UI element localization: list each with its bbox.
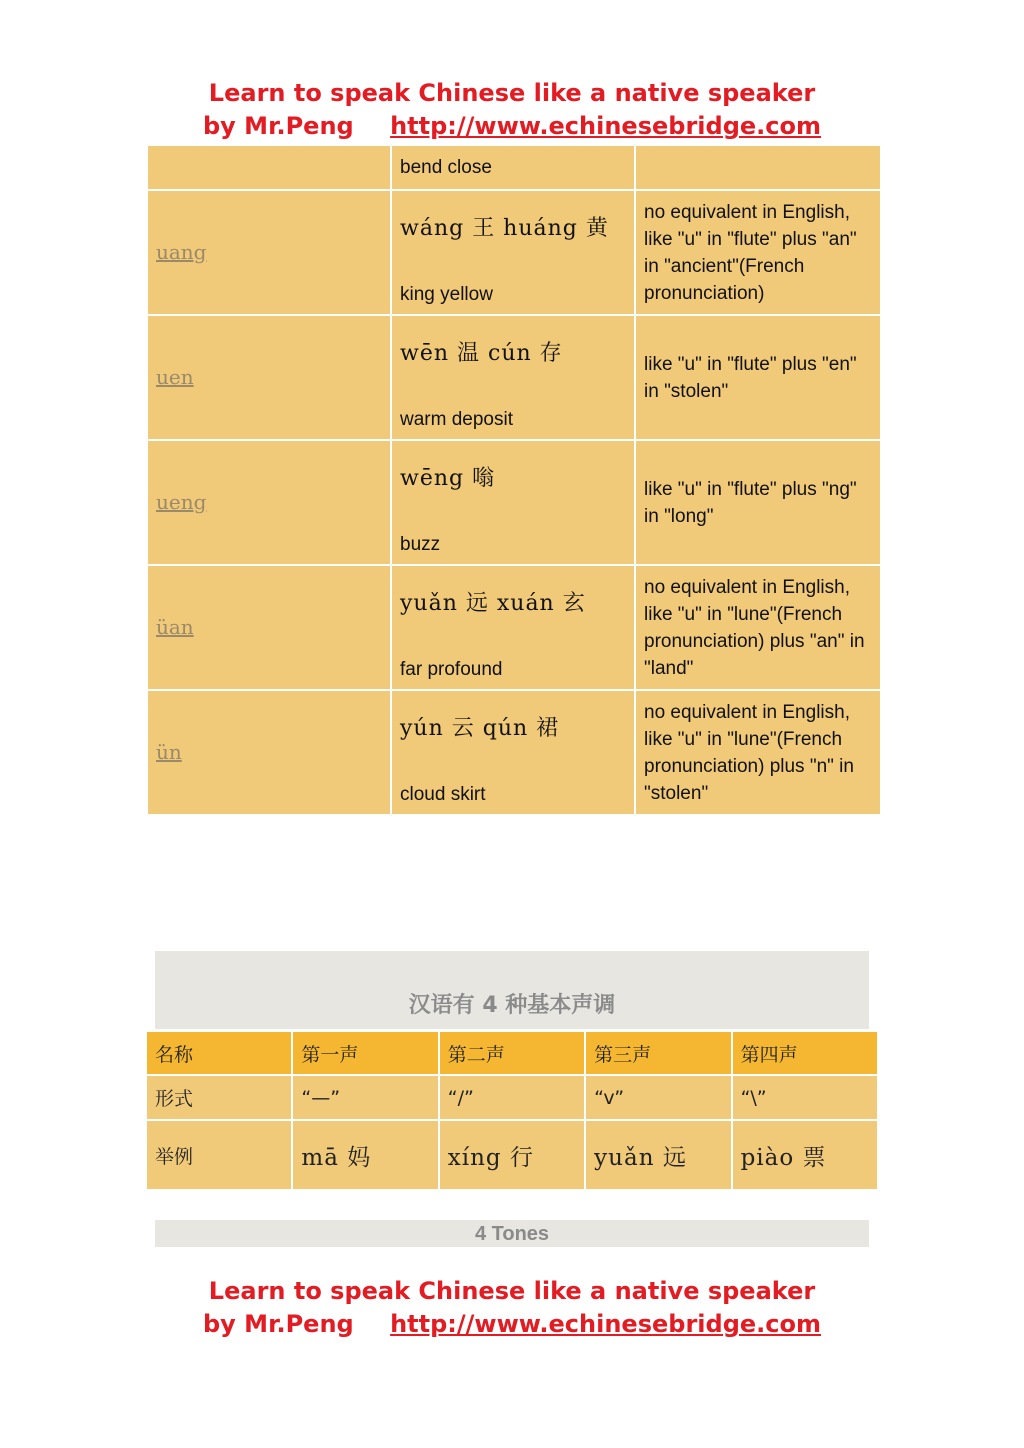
- final-cell: [148, 691, 390, 814]
- tone-example-cell: xíng 行: [440, 1121, 584, 1189]
- table-row: [147, 1076, 877, 1119]
- tone-header-cell: 第一声: [293, 1032, 437, 1074]
- english-cell: bend close: [392, 146, 634, 189]
- description-cell: [636, 146, 880, 189]
- tone-form-cell: “/”: [440, 1076, 584, 1119]
- header-tagline: Learn to speak Chinese like a native speaker: [208, 79, 816, 107]
- table-row: [147, 1032, 877, 1074]
- table-row: [148, 191, 880, 314]
- description-cell: no equivalent in English, like "u" in "lune"(French pronunciation) plus "n" in "stolen": [636, 691, 880, 814]
- table-row: [148, 441, 880, 564]
- tone-example-label: 举例: [147, 1121, 291, 1189]
- tones-heading: 汉语有 4 种基本声调: [155, 951, 869, 1029]
- tone-form-cell: “v”: [586, 1076, 730, 1119]
- example-pinyin: wēng 嗡: [400, 466, 496, 491]
- final-link-uen[interactable]: uen: [156, 365, 194, 389]
- final-cell: [148, 146, 390, 189]
- table-row: [147, 1121, 877, 1189]
- footer-banner: [0, 1275, 1024, 1341]
- header-site-link[interactable]: http://www.echinesebridge.com: [390, 112, 821, 140]
- description-cell: no equivalent in English, like "u" in "lune"(French pronunciation) plus "an" in "land": [636, 566, 880, 689]
- tones-caption: 4 Tones: [155, 1220, 869, 1247]
- tone-example-cell: mā 妈: [293, 1121, 437, 1189]
- example-pinyin: yuǎn 远 xuán 玄: [400, 591, 586, 616]
- tones-table: [145, 1030, 879, 1191]
- example-english: warm deposit: [400, 409, 513, 430]
- final-link-ueng[interactable]: ueng: [156, 490, 207, 514]
- description-cell: like "u" in "flute" plus "ng" in "long": [636, 441, 880, 564]
- example-cell: [392, 691, 634, 814]
- tone-example-cell: piào 票: [733, 1121, 877, 1189]
- tone-header-cell: 第四声: [733, 1032, 877, 1074]
- example-pinyin: yún 云 qún 裙: [400, 716, 560, 741]
- final-cell: [148, 316, 390, 439]
- tone-form-cell: “\”: [733, 1076, 877, 1119]
- final-cell: [148, 191, 390, 314]
- footer-site-link[interactable]: http://www.echinesebridge.com: [390, 1310, 821, 1338]
- example-english: king yellow: [400, 284, 493, 305]
- tone-form-cell: “—”: [293, 1076, 437, 1119]
- tone-header-cell: 第二声: [440, 1032, 584, 1074]
- header-banner: [0, 77, 1024, 143]
- final-cell: [148, 566, 390, 689]
- final-link-uang[interactable]: uang: [156, 240, 207, 264]
- example-cell: [392, 566, 634, 689]
- finals-table: [146, 144, 882, 816]
- footer-tagline: Learn to speak Chinese like a native speaker: [208, 1277, 816, 1305]
- example-pinyin: wēn 温 cún 存: [400, 341, 563, 366]
- final-cell: [148, 441, 390, 564]
- description-cell: no equivalent in English, like "u" in "flute" plus "an" in "ancient"(French pronunciation): [636, 191, 880, 314]
- header-author: by Mr.Peng: [203, 112, 354, 140]
- final-link-uan[interactable]: üan: [156, 615, 194, 639]
- example-english: far profound: [400, 659, 503, 680]
- tone-example-cell: yuǎn 远: [586, 1121, 730, 1189]
- example-cell: [392, 316, 634, 439]
- table-row: [148, 316, 880, 439]
- example-pinyin: wáng 王 huáng 黄: [400, 216, 609, 241]
- description-cell: like "u" in "flute" plus "en" in "stolen": [636, 316, 880, 439]
- footer-author: by Mr.Peng: [203, 1310, 354, 1338]
- table-row: [148, 691, 880, 814]
- tone-header-cell: 名称: [147, 1032, 291, 1074]
- example-cell: [392, 441, 634, 564]
- final-link-un[interactable]: ün: [156, 740, 182, 764]
- tone-header-cell: 第三声: [586, 1032, 730, 1074]
- example-english: buzz: [400, 534, 441, 555]
- table-row: [148, 146, 880, 189]
- example-english: cloud skirt: [400, 784, 486, 805]
- tone-form-cell: 形式: [147, 1076, 291, 1119]
- example-cell: [392, 191, 634, 314]
- table-row: [148, 566, 880, 689]
